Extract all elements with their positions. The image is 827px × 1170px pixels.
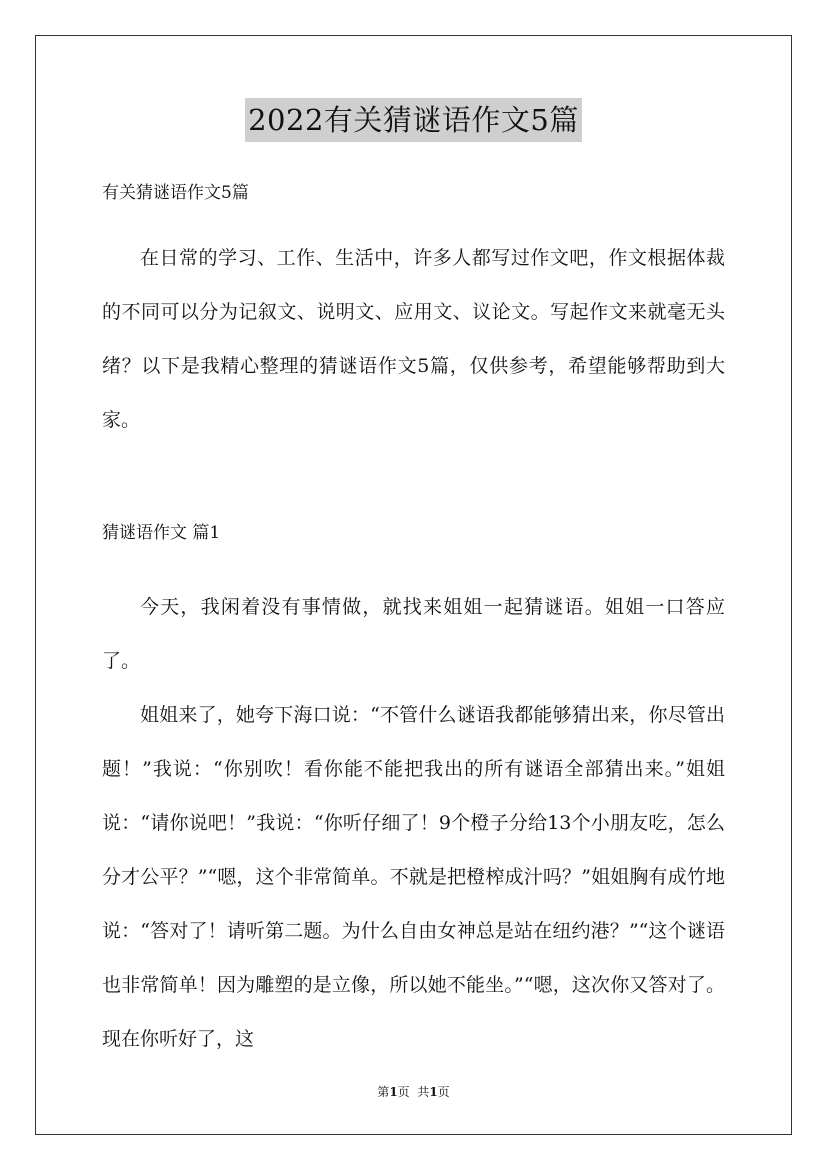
- document-subtitle: 有关猜谜语作文5篇: [102, 183, 249, 203]
- footer-page-total: 1: [429, 1085, 438, 1099]
- footer-page-mid: 页 共: [397, 1085, 430, 1099]
- section-heading: 猜谜语作文 篇1: [102, 523, 221, 543]
- page-footer: [0, 1083, 827, 1100]
- document-title: 2022有关猜谜语作文5篇: [245, 98, 582, 142]
- spacer: [102, 550, 725, 580]
- body-paragraph-1: 今天，我闲着没有事情做，就找来姐姐一起猜谜语。姐姐一口答应了。: [102, 596, 725, 672]
- title-wrap: [0, 98, 827, 142]
- spacer: [102, 447, 725, 516]
- intro-paragraph: 在日常的学习、工作、生活中，许多人都写过作文吧，作文根据体裁的不同可以分为记叙文、说明文、应用文、议论文。写起作文来就毫无头绪？以下是我精心整理的猜谜语作文5篇，仅供参考，希望能够帮助到大家。: [102, 247, 725, 431]
- footer-page-current: 1: [389, 1085, 398, 1099]
- footer-page-suffix: 页: [437, 1085, 450, 1099]
- body-paragraph-2: 姐姐来了，她夸下海口说：“不管什么谜语我都能够猜出来，你尽管出题！”我说：“你别吹！看你能不能把我出的所有谜语全部猜出来。”姐姐说：“请你说吧！”我说：“你听仔细了！9个橙子分给13个小朋友吃，怎么分才公平？”“嗯，这个非常简单。不就是把橙榨成汁吗？”姐姐胸有成竹地说：“答对了！请听第二题。为什么自由女神总是站在纽约港？”“这个谜语也非常简单！因为雕塑的是立像，所以她不能坐。”“嗯，这次你又答对了。现在你听好了，这: [102, 704, 725, 1050]
- spacer: [102, 210, 725, 231]
- document-body: [102, 176, 725, 1066]
- footer-page-prefix: 第: [377, 1085, 390, 1099]
